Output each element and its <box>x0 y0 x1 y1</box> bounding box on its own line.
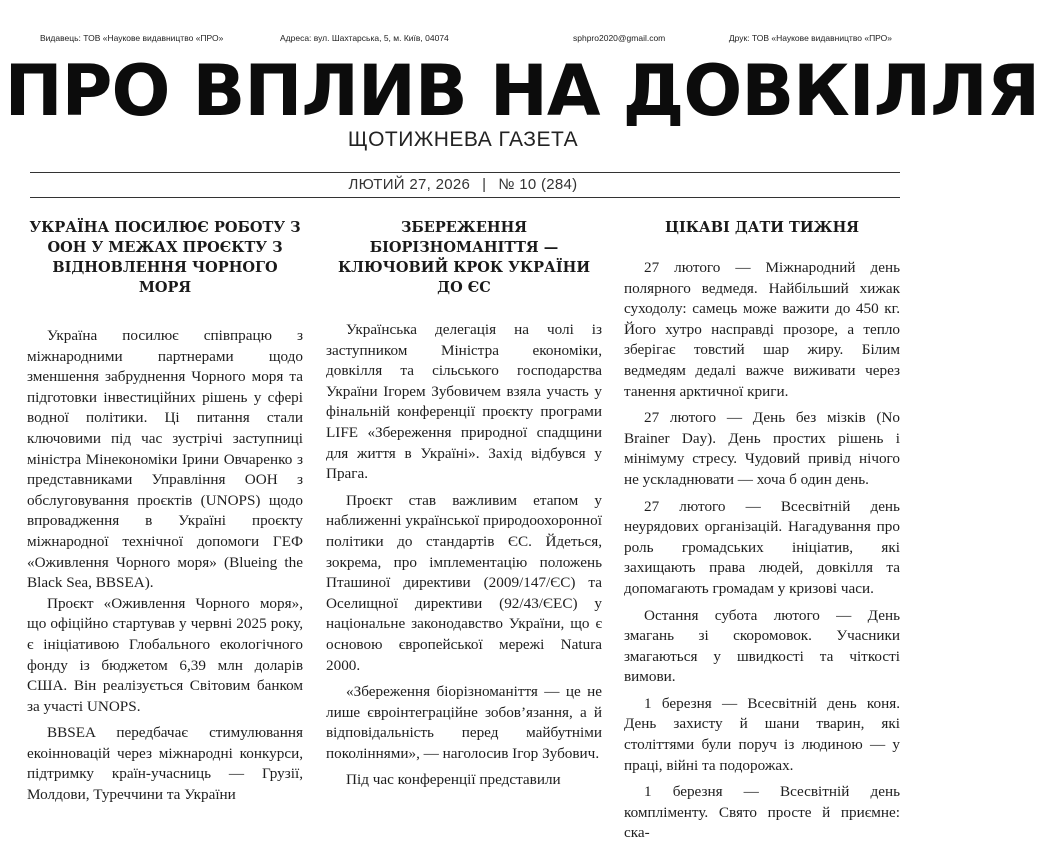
article-column-3 <box>624 218 900 844</box>
bottom-rule <box>30 197 900 198</box>
date-entry: Остання субота лютого — День змагань зі скоромовок. Учасники змагаються у швидкості та чіткості вимови. <box>624 606 900 686</box>
article-paragraph: Проєкт «Оживлення Чорного моря», що офіційно стартував у червні 2025 року, є ініціативою Глобального екологічного фонду із бюджетом 6,39 млн доларів США. Він реалізується Світовим банком за участі UNOPS. <box>27 594 303 715</box>
article-paragraph: Під час конференції представили <box>346 771 561 789</box>
article-paragraph: Проєкт став важливим етапом у наближенні української природоохоронної політики до стандартів ЄС. Йдеться, зокрема, про імплементацію положень Пташиної директиви (2009/147/ЄС) та Оселищної директиви (92/43/ЄЕС) у національне законодавство України, що є основою європейської мережі Natura 2000. <box>326 491 602 674</box>
article-column-1 <box>27 218 303 806</box>
issue-separator: | <box>482 176 487 193</box>
article-paragraph: Україна посилює співпрацю з міжнародними партнерами щодо зменшення забруднення Чорного моря та підготовки інвестиційних рішень у сфері водної політики. Ці питання стали ключовими під час зустрічі заступниці міністра Мінекономіки Ірини Овчаренко з представниками Управління ООН з обслуговування проєктів (UNOPS) щодо впровадження в Україні проєкту міжнародної технічної допомоги ГЕФ «Оживлення Чорного моря» (Blueing the Black Sea, BBSEA). <box>27 327 303 592</box>
address-text: Адреса: вул. Шахтарська, 5, м. Київ, 04074 <box>280 33 449 43</box>
newspaper-masthead: ПРО ВПЛИВ НА ДОВКІЛЛЯ <box>4 50 1039 132</box>
article-column-2 <box>326 218 602 791</box>
newspaper-subtitle: ЩОТИЖНЕВА ГАЗЕТА <box>347 128 579 151</box>
date-entry: 27 лютого — Всесвітній день неурядових організацій. Нагадування про роль громадських ініціатив, які захищають права людей, довкілля та допомагають громадам у кризові часи. <box>624 497 900 597</box>
article-paragraph: BBSEA передбачає стимулювання екоінновацій через міжнародні конкурси, підтримку країн-учасниць — Грузії, Молдови, Туреччини та України <box>27 724 303 804</box>
imprint-line <box>40 33 892 45</box>
top-rule <box>30 172 900 173</box>
date-entry: 1 березня — Всесвітній день компліменту. Свято просте й приємне: ска- <box>624 783 900 842</box>
date-entry: 27 лютого — Міжнародний день полярного ведмедя. Найбільший хижак суходолу: самець може важити до 450 кг. Його хутро насправді прозоре, а тепло зберігає товстий шар жиру. Білим ведмедям дедалі важче виживати через танення арктичної криги. <box>624 259 900 400</box>
article-title: ЦІКАВІ ДАТИ ТИЖНЯ <box>664 219 860 236</box>
article-title: УКРАЇНА ПОСИЛЮЄ РОБОТУ З ООН У МЕЖАХ ПРОЄКТУ З ВІДНОВЛЕННЯ ЧОРНОГО МОРЯ <box>29 219 301 296</box>
date-entry: 1 березня — Всесвітній день коня. День захисту й шани тварин, які століттями були поруч із людиною — у праці, війні та подорожах. <box>624 694 900 774</box>
issue-date: ЛЮТИЙ 27, 2026 <box>348 176 471 193</box>
publisher-text: Видавець: ТОВ «Наукове видавництво «ПРО» <box>40 33 224 43</box>
article-title: ЗБЕРЕЖЕННЯ БІОРІЗНОМАНІТТЯ — КЛЮЧОВИЙ КРОК УКРАЇНИ ДО ЄС <box>337 219 591 296</box>
article-paragraph: «Збереження біорізноманіття — це не лише євроінтеграційне зобов’язання, а й відповідальність перед майбутніми поколіннями», — наголосив Ігор Зубович. <box>326 683 602 762</box>
date-entry: 27 лютого — День без мізків (No Brainer Day). День простих рішень і мінімуму стресу. Чудовий привід нічого не ускладнювати — хоча б один день. <box>624 409 900 488</box>
issue-number: № 10 (284) <box>498 176 578 193</box>
issue-line <box>0 176 926 193</box>
email-link[interactable]: sphpro2020@gmail.com <box>573 33 666 43</box>
printer-text: Друк: ТОВ «Наукове видавництво «ПРО» <box>728 33 892 43</box>
article-paragraph: Українська делегація на чолі із заступником Міністра економіки, довкілля та сільського господарства України Ігорем Зубовичем взяла участь у фінальній конференції проєкту програми LIFE «Збереження природної спадщини для життя в Україні». Захід відбувся у Прага. <box>326 321 602 483</box>
